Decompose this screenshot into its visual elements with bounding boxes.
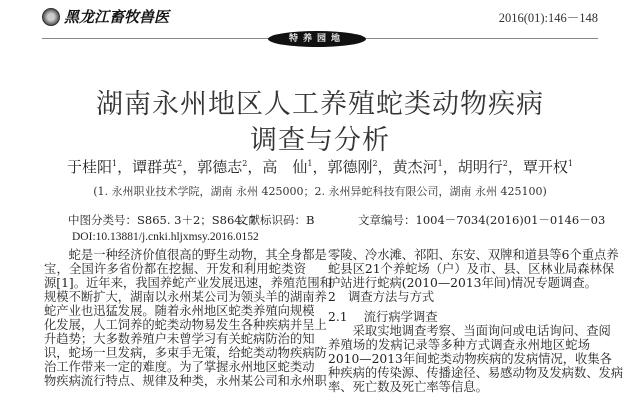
author: 郭德志 (197, 158, 243, 176)
author: 郭德刚 (327, 158, 373, 176)
text-line: 2010—2013年间蛇类动物疾病的发病情况，收集各 (328, 352, 612, 366)
author-list: 于桂阳$^1$，谭群英$^2$，郭德志$^2$，高 仙$^1$，郭德刚$^2$，黄杰河$^1$，胡明行$^2$，覃开权$^1$ (67, 158, 573, 176)
journal-logo (42, 6, 169, 27)
title-line-1: 湖南永州地区人工养殖蛇类动物疾病 (96, 89, 544, 120)
column-badge: 特养园地 (268, 31, 366, 47)
author-affiliation-mark: 1 (112, 159, 118, 168)
journal-emblem-icon (42, 8, 60, 26)
author: 高 仙 (262, 158, 308, 176)
section-heading-2-1: 2.1 流行病学调查 (328, 310, 438, 324)
text-line: 规模不断扩大，湖南以永州某公司为领头羊的湖南养 (44, 290, 327, 304)
text-line: 种疾病的传染源、传播途径、易感动物及发病数、发病 (328, 366, 624, 380)
text-line: 宝，全国许多省份都在挖掘、开发和利用蛇类资 (44, 262, 306, 276)
author-affiliation-mark: 2 (242, 159, 248, 168)
author-affiliation-mark: 2 (372, 159, 378, 168)
section-heading-2: 2 调查方法与方式 (328, 290, 435, 304)
author-affiliation-mark: 1 (307, 159, 313, 168)
author: 覃开权 (522, 158, 568, 176)
text-line: 护站进行蛇病(2010—2013年间)情况专题调查。 (328, 276, 597, 290)
title-line-2: 调查与分析 (250, 125, 390, 156)
text-line: 升趋势；大多数养殖户未曾学习有关蛇病防治的知 (44, 332, 315, 346)
issue-info: 2016(01):146－148 (498, 11, 598, 25)
text-line: 蛇县区21个养蛇场（户）及市、县、区林业局森林保 (328, 262, 615, 276)
text-line: 采取实地调查考察、当面询问或电话询问、查阅 (352, 324, 611, 338)
author-affiliation-mark: 2 (177, 159, 183, 168)
text-line: 治工作带来一定的难度。为了掌握永州地区蛇类动 (44, 360, 315, 374)
author: 谭群英 (132, 158, 178, 176)
doi: DOI:10.13881/j.cnki.hljxmsy.2016.0152 (72, 231, 259, 243)
author: 于桂阳 (67, 158, 113, 176)
right-column-text (328, 248, 624, 394)
text-line: 率、死亡数及死亡率等信息。 (328, 380, 488, 394)
author-affiliation-mark: 2 (502, 159, 508, 168)
author-affiliation-mark: 1 (567, 159, 573, 168)
journal-name: 黑龙江畜牧兽医 (64, 8, 170, 26)
left-column-text (44, 248, 332, 388)
text-line: 物疾病流行特点、规律及种类，永州某公司和永州职 (44, 374, 327, 388)
text-line: 养殖场的发病记录等多种方式调查永州地区蛇场 (328, 338, 590, 352)
document-code: 文献标识码：B (237, 213, 315, 227)
affiliations: (1. 永州职业技术学院，湖南 永州 425000；2. 永州异蛇科技有限公司，湖南 永州 425100) (93, 185, 547, 198)
text-line: 零陵、冷水滩、祁阳、东安、双牌和道县等6个重点养 (328, 248, 619, 262)
text-line: 识，蛇场一旦发病，多束手无策，给蛇类动物疾病防 (44, 346, 327, 360)
text-line: 蛇产业也迅猛发展。随着永州地区蛇类养殖向规模 (44, 304, 315, 318)
classification-number: 中图分类号：S865. 3＋2；S864. 7 (68, 213, 257, 227)
article-number: 文章编号：1004－7034(2016)01－0146－03 (358, 213, 606, 227)
author: 黄杰河 (392, 158, 438, 176)
author: 胡明行 (457, 158, 503, 176)
text-line: 蛇是一种经济价值很高的野生动物，其全身都是 (68, 248, 327, 262)
author-affiliation-mark: 1 (437, 159, 443, 168)
text-line: 化发展，人工饲养的蛇类动物易发生各种疾病并呈上 (44, 318, 327, 332)
text-line: 源[1]。近年来，我国养蛇产业发展迅速，养殖范围和 (44, 276, 332, 290)
